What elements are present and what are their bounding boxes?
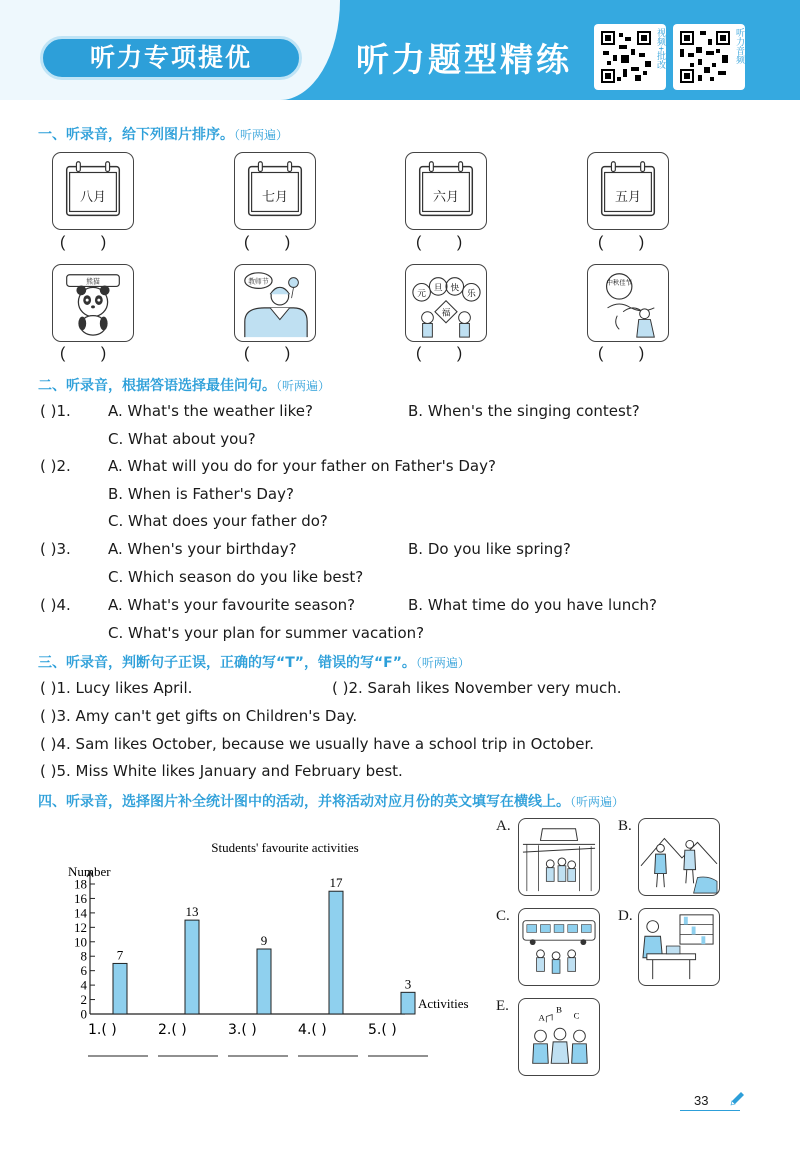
answer-blank[interactable]: ( ) (416, 234, 463, 251)
option-picture-a[interactable] (518, 818, 600, 896)
judge-item[interactable]: ( )4. Sam likes October, because we usually have a school trip in October. (40, 735, 595, 753)
chart-title: Students' favourite activities (211, 840, 359, 855)
bar (113, 963, 127, 1014)
y-tick-label: 18 (74, 876, 87, 892)
y-tick-label: 10 (74, 934, 87, 950)
section1-note: （听两遍） (234, 128, 289, 142)
answer-blank[interactable]: ( ) (416, 345, 463, 362)
option-picture-b[interactable] (638, 818, 720, 896)
music-letter-c: C (573, 1010, 580, 1021)
y-tick-label: 14 (74, 905, 87, 921)
new-year-picture (405, 264, 487, 342)
pencil-icon (728, 1090, 746, 1108)
x-axis-label: Activities (418, 996, 469, 1011)
bar (401, 992, 415, 1014)
section2-note: （听两遍） (276, 379, 331, 393)
section3-title-text: 三、听录音，判断句子正误，正确的写“T”，错误的写“F”。 (38, 655, 416, 671)
section4-title-text: 四、听录音，选择图片补全统计图中的活动，并将活动对应月份的英文填写在横线上。 (38, 794, 570, 810)
option-b: B. Do you like spring? (408, 540, 571, 558)
teacher-icon (235, 265, 315, 341)
school-trip-icon (519, 909, 599, 985)
option-picture-e[interactable] (518, 998, 600, 1076)
option-label-d: D. (618, 908, 633, 924)
panda-banner-text: 熊猫 (86, 277, 100, 286)
answer-blank[interactable]: ( ) (60, 234, 107, 251)
bar-value-label: 9 (260, 933, 268, 948)
answer-blank[interactable]: ( ) (60, 345, 107, 362)
teachers-day-text: 教师节 (248, 277, 269, 286)
section3-title (38, 652, 470, 672)
panda-icon (53, 265, 133, 341)
calendar-may-picture (587, 152, 669, 230)
calendar-label: 八月 (79, 190, 106, 205)
option-picture-c[interactable] (518, 908, 600, 986)
calendar-july-picture (234, 152, 316, 230)
y-tick-label: 6 (80, 963, 87, 979)
option-b: B. When is Father's Day? (108, 485, 294, 503)
calendar-june-picture (405, 152, 487, 230)
section4-title (38, 791, 624, 811)
singing-icon (519, 999, 599, 1075)
bar-value-label: 13 (185, 904, 199, 920)
answer-slot: 2.( ) (158, 1022, 187, 1038)
teachers-day-picture (234, 264, 316, 342)
mid-autumn-icon (588, 265, 668, 341)
question-number[interactable]: ( )4. (40, 596, 71, 614)
calendar-label: 六月 (432, 190, 459, 205)
y-tick-label: 0 (80, 1006, 87, 1022)
answer-blank[interactable]: ( ) (244, 345, 291, 362)
answer-blank[interactable]: ( ) (598, 234, 645, 251)
judge-item[interactable]: ( )3. Amy can't get gifts on Children's Day. (40, 707, 358, 725)
y-axis-label: Number (68, 864, 111, 879)
judge-item[interactable]: ( )5. Miss White likes January and February best. (40, 762, 403, 780)
bar (185, 920, 199, 1014)
mid-autumn-picture (587, 264, 669, 342)
calendar-label: 七月 (261, 190, 288, 205)
question-number[interactable]: ( )2. (40, 457, 71, 475)
answer-slot: 5.( ) (368, 1022, 397, 1038)
answer-blank[interactable]: ( ) (244, 234, 291, 251)
y-tick-label: 4 (80, 977, 87, 993)
y-tick-label: 8 (80, 948, 87, 964)
section1-title-text: 一、听录音，给下列图片排序。 (38, 127, 234, 143)
calendar-august-picture (52, 152, 134, 230)
section4-note: （听两遍） (570, 795, 625, 809)
bar-value-label: 17 (329, 875, 343, 891)
bar (329, 891, 343, 1014)
mid-autumn-text: 中秋佳节 (606, 279, 632, 287)
y-tick-label: 2 (80, 992, 87, 1008)
answer-blank[interactable]: ( ) (598, 345, 645, 362)
qr-caption-video: 视频+批改 (656, 28, 666, 70)
option-label-c: C. (496, 908, 510, 924)
option-label-b: B. (618, 818, 632, 834)
question-number[interactable]: ( )3. (40, 540, 71, 558)
answer-slot: 3.( ) (228, 1022, 257, 1038)
reading-icon (639, 909, 719, 985)
bar (257, 949, 271, 1014)
new-year-icon (406, 265, 486, 341)
option-label-e: E. (496, 998, 509, 1014)
new-year-char: 快 (450, 283, 460, 294)
judge-item[interactable]: ( )2. Sarah likes November very much. (332, 679, 622, 697)
option-a: A. When's your birthday? (108, 540, 297, 558)
option-c: C. What about you? (108, 430, 256, 448)
page-number-rule (680, 1110, 740, 1111)
y-tick-label: 12 (74, 919, 87, 935)
bar-value-label: 3 (404, 976, 412, 992)
qr-code-audio[interactable] (673, 24, 745, 90)
bar-value-label: 7 (116, 947, 124, 963)
y-tick-label: 16 (74, 890, 87, 906)
option-c: C. What's your plan for summer vacation? (108, 624, 425, 642)
page-number: 33 (694, 1093, 709, 1108)
hiking-icon (639, 819, 719, 895)
option-c: C. What does your father do? (108, 512, 328, 530)
calendar-label: 五月 (614, 190, 641, 205)
qr-code-video[interactable] (594, 24, 666, 90)
judge-item[interactable]: ( )1. Lucy likes April. (40, 679, 193, 697)
option-a: A. What will you do for your father on Father's Day? (108, 457, 496, 475)
new-year-char: 旦 (433, 283, 443, 294)
option-b: B. What time do you have lunch? (408, 596, 657, 614)
activities-bar-chart (60, 832, 490, 1072)
answer-slot: 1.( ) (88, 1022, 117, 1038)
option-b: B. When's the singing contest? (408, 402, 640, 420)
qr-caption-audio: 听力音频 (735, 28, 745, 64)
sports-meet-icon (519, 819, 599, 895)
new-year-char: 乐 (466, 289, 476, 300)
section2-title-text: 二、听录音，根据答语选择最佳问句。 (38, 378, 276, 394)
section1-title (38, 124, 288, 144)
qr-code-icon (678, 29, 732, 85)
music-letter-b: B (556, 1004, 562, 1015)
option-picture-d[interactable] (638, 908, 720, 986)
option-label-a: A. (496, 818, 511, 834)
new-year-char: 元 (417, 289, 427, 300)
option-a: A. What's your favourite season? (108, 596, 356, 614)
option-a: A. What's the weather like? (108, 402, 313, 420)
answer-slot: 4.( ) (298, 1022, 327, 1038)
music-letter-a: A (538, 1012, 545, 1023)
section3-note: （听两遍） (415, 656, 470, 670)
page-main-title: 听力题型精练 (356, 40, 572, 79)
option-c: C. Which season do you like best? (108, 568, 364, 586)
section2-title (38, 375, 330, 395)
qr-code-icon (599, 29, 653, 85)
new-year-char: 福 (441, 308, 451, 319)
section-pill-title: 听力专项提优 (40, 36, 302, 80)
panda-picture (52, 264, 134, 342)
question-number[interactable]: ( )1. (40, 402, 71, 420)
